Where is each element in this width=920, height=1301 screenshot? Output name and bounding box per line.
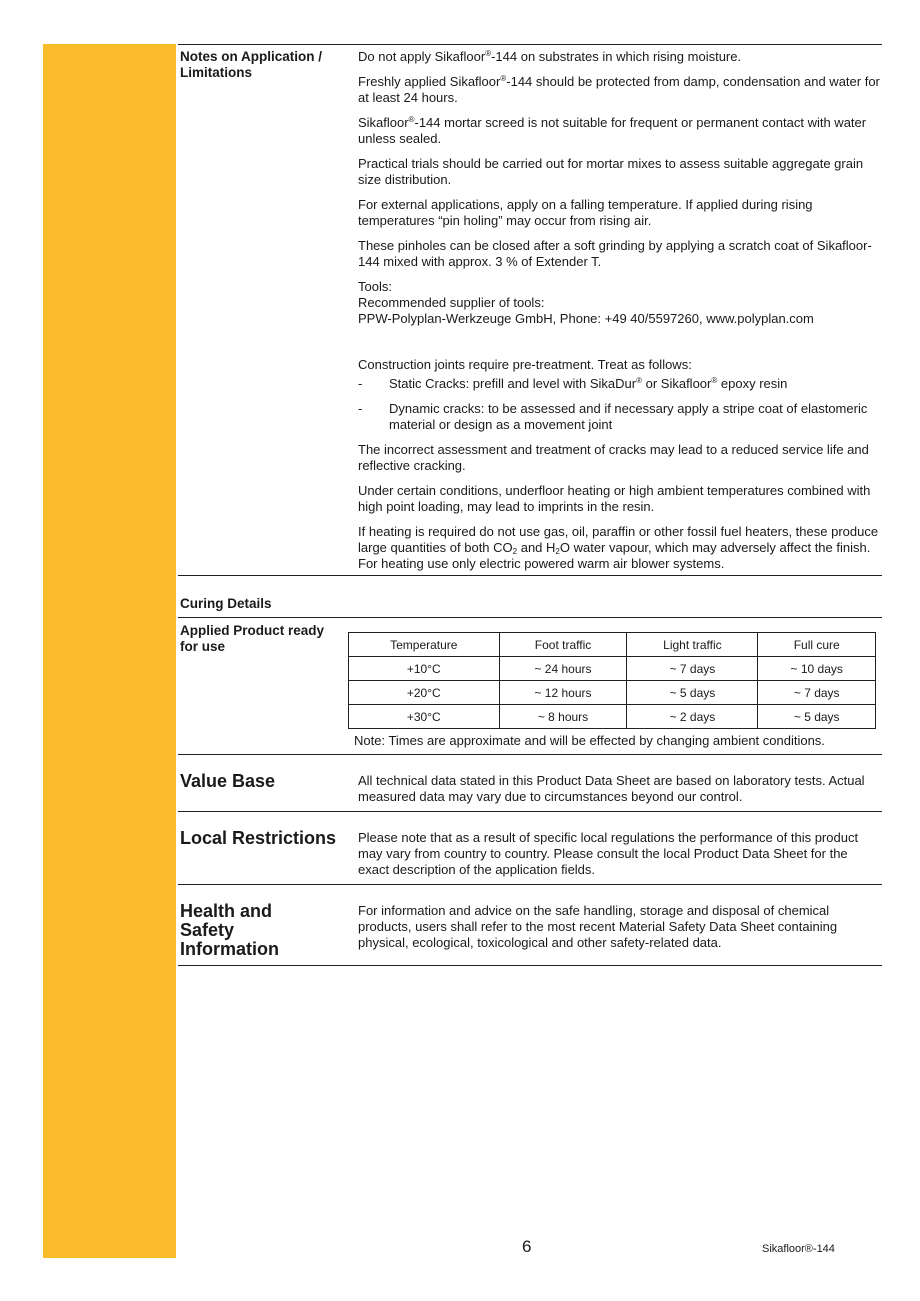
- health-safety-label: Health and Safety Information: [180, 901, 279, 959]
- notes-p1: Do not apply Sikafloor®-144 on substrates in which rising moisture.: [358, 49, 742, 64]
- table-cell: ~ 12 hours: [499, 681, 627, 705]
- value-base-section: [178, 755, 882, 811]
- curing-note: Note: Times are approximate and will be effected by changing ambient conditions.: [354, 733, 825, 748]
- tools-block: [358, 279, 882, 327]
- table-row: [349, 705, 876, 729]
- table-cell: ~ 7 days: [627, 657, 758, 681]
- tools-title: Tools:: [358, 279, 392, 294]
- footer-product-name: Sikafloor®-144: [762, 1243, 835, 1255]
- notes-label: Notes on Application / Limitations: [180, 49, 323, 80]
- table-header-cell: Light traffic: [627, 633, 758, 657]
- tools-supplier: Recommended supplier of tools:: [358, 295, 545, 310]
- table-header-cell: Full cure: [758, 633, 876, 657]
- table-cell: ~ 7 days: [758, 681, 876, 705]
- notes-p8: Under certain conditions, underfloor heating or high ambient temperatures combined with high point loading, may lead to imprints in the resin.: [358, 483, 871, 514]
- table-cell: ~ 5 days: [627, 681, 758, 705]
- joints-intro: Construction joints require pre-treatment. Treat as follows:: [358, 357, 692, 372]
- page-content: [178, 44, 882, 966]
- table-cell: ~ 5 days: [758, 705, 876, 729]
- table-cell: ~ 8 hours: [499, 705, 627, 729]
- notes-p9: If heating is required do not use gas, oil, paraffin or other fossil fuel heaters, these produce large quantities of both $CO_2$ and $H_2O$ water vapour, which may adversely affect the finish. For heating use only electric powered warm air blower systems.: [358, 524, 879, 571]
- brand-side-bar: [43, 44, 176, 1258]
- local-restrictions-label: Local Restrictions: [180, 828, 337, 848]
- table-cell: ~ 10 days: [758, 657, 876, 681]
- local-restrictions-text: Please note that as a result of specific local regulations the performance of this product may vary from country to country. Please consult the local Product Data Sheet for the exact description of the application fields.: [358, 830, 859, 877]
- table-cell: +20°C: [349, 681, 500, 705]
- list-item: - Dynamic cracks: to be assessed and if necessary apply a stripe coat of elastomeric material or design as a movement joint: [358, 401, 868, 432]
- health-safety-text: For information and advice on the safe handling, storage and disposal of chemical products, users shall refer to the most recent Material Safety Data Sheet containing physical, ecological, toxicological and other safety-related data.: [358, 903, 838, 950]
- page-number: 6: [522, 1237, 532, 1256]
- value-base-text: All technical data stated in this Product Data Sheet are based on laboratory tests. Actual measured data may vary due to circumstances beyond our control.: [358, 773, 865, 804]
- curing-label: Applied Product ready for use: [180, 623, 325, 654]
- notes-section: [178, 45, 882, 572]
- notes-p5: For external applications, apply on a falling temperature. If applied during rising temperatures “pin holing” may occur from rising air.: [358, 197, 813, 228]
- notes-body: [358, 49, 882, 572]
- table-cell: +10°C: [349, 657, 500, 681]
- curing-body: [354, 623, 882, 749]
- table-cell: ~ 2 days: [627, 705, 758, 729]
- notes-p7: The incorrect assessment and treatment of cracks may lead to a reduced service life and reflective cracking.: [358, 442, 869, 473]
- table-header-row: [349, 633, 876, 657]
- curing-table: [348, 632, 876, 729]
- notes-p2: Freshly applied Sikafloor®-144 should be protected from damp, condensation and water for at least 24 hours.: [358, 74, 880, 105]
- local-restrictions-section: [178, 812, 882, 884]
- notes-p3: Sikafloor®-144 mortar screed is not suitable for frequent or permanent contact with water unless sealed.: [358, 115, 867, 146]
- table-cell: ~ 24 hours: [499, 657, 627, 681]
- divider: [178, 965, 882, 966]
- table-cell: +30°C: [349, 705, 500, 729]
- list-item: - Static Cracks: prefill and level with SikaDur® or Sikafloor® epoxy resin: [358, 376, 788, 391]
- curing-heading: Curing Details: [180, 596, 272, 611]
- tools-contact: PPW-Polyplan-Werkzeuge GmbH, Phone: +49 40/5597260, www.polyplan.com: [358, 311, 814, 326]
- health-safety-section: [178, 885, 882, 965]
- table-row: [349, 657, 876, 681]
- table-header-cell: Temperature: [349, 633, 500, 657]
- curing-section: [178, 618, 882, 754]
- notes-p6: These pinholes can be closed after a soft grinding by applying a scratch coat of Sikafloor-144 mixed with approx. 3 % of Extender T.: [358, 238, 872, 269]
- table-header-cell: Foot traffic: [499, 633, 627, 657]
- notes-p4: Practical trials should be carried out for mortar mixes to assess suitable aggregate grain size distribution.: [358, 156, 864, 187]
- value-base-label: Value Base: [180, 771, 276, 791]
- table-row: [349, 681, 876, 705]
